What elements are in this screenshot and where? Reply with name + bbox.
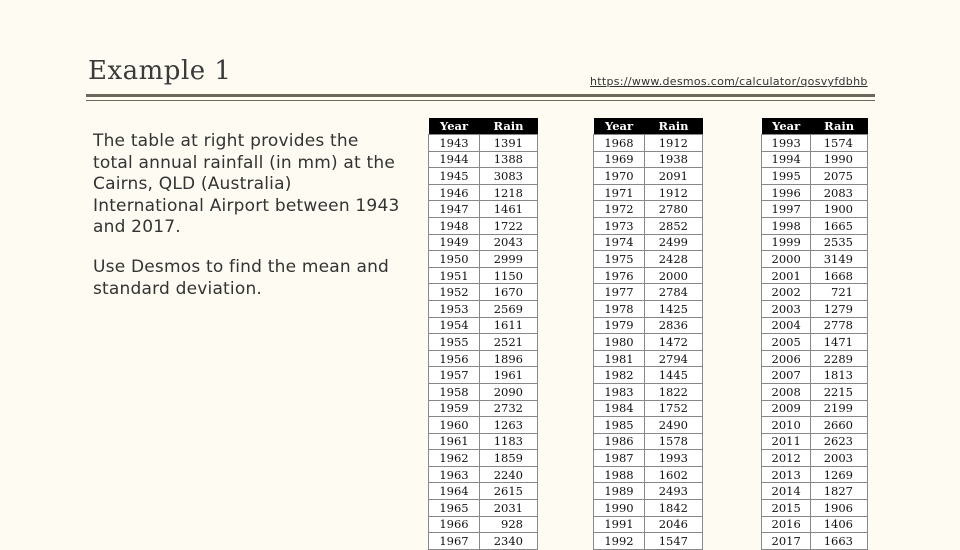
- rain-cell: 3083: [480, 168, 538, 185]
- rain-cell: 2043: [480, 234, 538, 251]
- year-cell: 2004: [762, 317, 811, 334]
- year-cell: 2014: [762, 483, 811, 500]
- rain-cell: 1445: [645, 367, 703, 384]
- year-cell: 1976: [594, 267, 645, 284]
- rain-cell: 1391: [480, 135, 538, 152]
- table-row: [594, 417, 703, 434]
- year-cell: 1953: [429, 300, 480, 317]
- table-row: [429, 466, 538, 483]
- year-cell: 1981: [594, 350, 645, 367]
- rain-cell: 721: [811, 284, 868, 301]
- year-cell: 1972: [594, 201, 645, 218]
- year-cell: 2017: [762, 533, 811, 550]
- year-cell: 1989: [594, 483, 645, 500]
- table-row: [429, 317, 538, 334]
- title-divider-thin: [86, 100, 875, 101]
- rain-cell: 2003: [811, 450, 868, 467]
- rain-cell: 2289: [811, 350, 868, 367]
- table-row: [594, 201, 703, 218]
- table-row: [594, 317, 703, 334]
- rain-cell: 1388: [480, 151, 538, 168]
- table-row: [594, 383, 703, 400]
- year-cell: 2003: [762, 300, 811, 317]
- table-row: [762, 184, 868, 201]
- year-cell: 1963: [429, 466, 480, 483]
- rain-cell: 2075: [811, 168, 868, 185]
- rainfall-table-3: [761, 118, 868, 550]
- title-divider-thick: [86, 94, 875, 97]
- table-row: [762, 300, 868, 317]
- table-row: [762, 151, 868, 168]
- rain-cell: 2784: [645, 284, 703, 301]
- table-row: [429, 184, 538, 201]
- rain-cell: 2340: [480, 533, 538, 550]
- rain-cell: 2493: [645, 483, 703, 500]
- year-cell: 1956: [429, 350, 480, 367]
- year-cell: 2006: [762, 350, 811, 367]
- table-row: [594, 184, 703, 201]
- table-row: [429, 267, 538, 284]
- table-row: [429, 533, 538, 550]
- rain-cell: 1722: [480, 217, 538, 234]
- table-row: [762, 267, 868, 284]
- rain-cell: 2660: [811, 417, 868, 434]
- rain-cell: 2031: [480, 500, 538, 517]
- table-row: [594, 168, 703, 185]
- table-row: [762, 251, 868, 268]
- year-cell: 1952: [429, 284, 480, 301]
- table-row: [762, 450, 868, 467]
- year-cell: 1995: [762, 168, 811, 185]
- table-row: [594, 334, 703, 351]
- rain-cell: 2215: [811, 383, 868, 400]
- rain-cell: 2199: [811, 400, 868, 417]
- rain-cell: 2836: [645, 317, 703, 334]
- year-cell: 1993: [762, 135, 811, 152]
- year-cell: 1994: [762, 151, 811, 168]
- table-row: [429, 300, 538, 317]
- rainfall-table-1: [428, 118, 538, 550]
- rain-cell: 1471: [811, 334, 868, 351]
- table-row: [429, 334, 538, 351]
- year-cell: 2005: [762, 334, 811, 351]
- rain-cell: 1896: [480, 350, 538, 367]
- year-cell: 1980: [594, 334, 645, 351]
- year-header: Year: [429, 118, 480, 135]
- table-row: [762, 516, 868, 533]
- year-cell: 1968: [594, 135, 645, 152]
- rain-cell: 2490: [645, 417, 703, 434]
- table-row: [762, 483, 868, 500]
- rain-cell: 1461: [480, 201, 538, 218]
- desmos-link[interactable]: https://www.desmos.com/calculator/qosvyfdbhb: [590, 75, 868, 88]
- rain-cell: 2046: [645, 516, 703, 533]
- rain-cell: 2623: [811, 433, 868, 450]
- table-row: [762, 466, 868, 483]
- rain-cell: 1663: [811, 533, 868, 550]
- rain-cell: 1990: [811, 151, 868, 168]
- rain-cell: 1611: [480, 317, 538, 334]
- table-row: [762, 400, 868, 417]
- rain-cell: 2000: [645, 267, 703, 284]
- year-cell: 1984: [594, 400, 645, 417]
- year-cell: 1970: [594, 168, 645, 185]
- table-row: [594, 516, 703, 533]
- rain-cell: 1842: [645, 500, 703, 517]
- table-row: [762, 317, 868, 334]
- year-cell: 2000: [762, 251, 811, 268]
- year-cell: 2011: [762, 433, 811, 450]
- year-header: Year: [762, 118, 811, 135]
- rain-cell: 1668: [811, 267, 868, 284]
- description-paragraph: The table at right provides the total annual rainfall (in mm) at the Cairns, QLD (Australia) International Airport between 1943 and 2017.: [93, 131, 400, 237]
- rain-header: Rain: [811, 118, 868, 135]
- year-cell: 1975: [594, 251, 645, 268]
- rain-cell: 2732: [480, 400, 538, 417]
- year-cell: 1964: [429, 483, 480, 500]
- rain-cell: 1578: [645, 433, 703, 450]
- rain-cell: 2521: [480, 334, 538, 351]
- rain-cell: 1822: [645, 383, 703, 400]
- rain-cell: 2569: [480, 300, 538, 317]
- table-row: [762, 201, 868, 218]
- year-cell: 2001: [762, 267, 811, 284]
- rain-cell: 2090: [480, 383, 538, 400]
- year-cell: 1973: [594, 217, 645, 234]
- year-cell: 1971: [594, 184, 645, 201]
- rain-cell: 1938: [645, 151, 703, 168]
- slide-title: Example 1: [88, 56, 232, 86]
- table-row: [429, 217, 538, 234]
- year-cell: 1957: [429, 367, 480, 384]
- table-row: [429, 135, 538, 152]
- year-cell: 1983: [594, 383, 645, 400]
- rain-cell: 2615: [480, 483, 538, 500]
- rain-cell: 1269: [811, 466, 868, 483]
- rain-cell: 1263: [480, 417, 538, 434]
- table-row: [594, 367, 703, 384]
- year-cell: 1962: [429, 450, 480, 467]
- rain-cell: 2091: [645, 168, 703, 185]
- year-cell: 2007: [762, 367, 811, 384]
- table-row: [594, 217, 703, 234]
- year-cell: 1969: [594, 151, 645, 168]
- rain-cell: 1900: [811, 201, 868, 218]
- table-row: [429, 500, 538, 517]
- table-row: [594, 300, 703, 317]
- rain-cell: 1859: [480, 450, 538, 467]
- rain-cell: 2780: [645, 201, 703, 218]
- table-row: [762, 217, 868, 234]
- rain-cell: 1665: [811, 217, 868, 234]
- table-row: [429, 483, 538, 500]
- year-cell: 2010: [762, 417, 811, 434]
- table-row: [594, 234, 703, 251]
- year-cell: 1986: [594, 433, 645, 450]
- rain-cell: 2083: [811, 184, 868, 201]
- table-row: [762, 367, 868, 384]
- year-cell: 1987: [594, 450, 645, 467]
- rain-cell: 1183: [480, 433, 538, 450]
- table-row: [594, 151, 703, 168]
- rain-cell: 1993: [645, 450, 703, 467]
- year-cell: 1985: [594, 417, 645, 434]
- table-row: [594, 533, 703, 550]
- year-cell: 1958: [429, 383, 480, 400]
- rain-cell: 2778: [811, 317, 868, 334]
- year-cell: 1945: [429, 168, 480, 185]
- rain-cell: 1547: [645, 533, 703, 550]
- table-row: [429, 350, 538, 367]
- rain-cell: 2535: [811, 234, 868, 251]
- year-cell: 2009: [762, 400, 811, 417]
- instruction-paragraph: Use Desmos to find the mean and standard deviation.: [93, 257, 390, 299]
- rain-cell: 1574: [811, 135, 868, 152]
- year-cell: 1965: [429, 500, 480, 517]
- rain-cell: 2499: [645, 234, 703, 251]
- year-cell: 1951: [429, 267, 480, 284]
- year-cell: 1955: [429, 334, 480, 351]
- table-row: [762, 168, 868, 185]
- rain-cell: 1150: [480, 267, 538, 284]
- rainfall-table-2: [593, 118, 703, 550]
- table-row: [429, 284, 538, 301]
- rain-cell: 1472: [645, 334, 703, 351]
- table-row: [762, 533, 868, 550]
- rain-cell: 2852: [645, 217, 703, 234]
- year-cell: 1961: [429, 433, 480, 450]
- table-row: [594, 433, 703, 450]
- year-cell: 2016: [762, 516, 811, 533]
- rain-cell: 2999: [480, 251, 538, 268]
- table-row: [594, 350, 703, 367]
- table-row: [594, 466, 703, 483]
- year-cell: 1943: [429, 135, 480, 152]
- year-cell: 1944: [429, 151, 480, 168]
- year-cell: 1992: [594, 533, 645, 550]
- year-cell: 1988: [594, 466, 645, 483]
- year-cell: 1966: [429, 516, 480, 533]
- table-row: [762, 234, 868, 251]
- rain-cell: 2240: [480, 466, 538, 483]
- year-cell: 1979: [594, 317, 645, 334]
- year-cell: 1977: [594, 284, 645, 301]
- rain-cell: 1218: [480, 184, 538, 201]
- rain-cell: 1425: [645, 300, 703, 317]
- rain-cell: 1912: [645, 135, 703, 152]
- table-row: [762, 433, 868, 450]
- rain-cell: 1406: [811, 516, 868, 533]
- rain-cell: 1912: [645, 184, 703, 201]
- table-row: [594, 135, 703, 152]
- year-cell: 1950: [429, 251, 480, 268]
- year-cell: 2008: [762, 383, 811, 400]
- year-cell: 2002: [762, 284, 811, 301]
- table-row: [594, 400, 703, 417]
- table-row: [762, 500, 868, 517]
- table-row: [429, 383, 538, 400]
- rain-cell: 928: [480, 516, 538, 533]
- table-row: [429, 400, 538, 417]
- year-header: Year: [594, 118, 645, 135]
- rain-cell: 1670: [480, 284, 538, 301]
- table-row: [429, 450, 538, 467]
- table-row: [762, 383, 868, 400]
- year-cell: 2012: [762, 450, 811, 467]
- table-row: [594, 284, 703, 301]
- year-cell: 1948: [429, 217, 480, 234]
- rain-cell: 1906: [811, 500, 868, 517]
- table-row: [429, 234, 538, 251]
- rain-cell: 1752: [645, 400, 703, 417]
- year-cell: 2013: [762, 466, 811, 483]
- year-cell: 1960: [429, 417, 480, 434]
- year-cell: 1997: [762, 201, 811, 218]
- year-cell: 1982: [594, 367, 645, 384]
- table-row: [429, 367, 538, 384]
- rain-cell: 1827: [811, 483, 868, 500]
- table-row: [762, 350, 868, 367]
- year-cell: 2015: [762, 500, 811, 517]
- table-row: [429, 251, 538, 268]
- year-cell: 1990: [594, 500, 645, 517]
- rain-cell: 2794: [645, 350, 703, 367]
- table-row: [429, 516, 538, 533]
- rain-cell: 1961: [480, 367, 538, 384]
- table-row: [762, 417, 868, 434]
- table-row: [429, 417, 538, 434]
- year-cell: 1967: [429, 533, 480, 550]
- year-cell: 1949: [429, 234, 480, 251]
- rain-cell: 1602: [645, 466, 703, 483]
- year-cell: 1991: [594, 516, 645, 533]
- year-cell: 1996: [762, 184, 811, 201]
- rain-cell: 1279: [811, 300, 868, 317]
- table-row: [429, 201, 538, 218]
- table-row: [429, 168, 538, 185]
- year-cell: 1999: [762, 234, 811, 251]
- rain-header: Rain: [480, 118, 538, 135]
- table-row: [594, 483, 703, 500]
- table-row: [762, 135, 868, 152]
- year-cell: 1974: [594, 234, 645, 251]
- table-row: [429, 433, 538, 450]
- table-row: [594, 267, 703, 284]
- rain-header: Rain: [645, 118, 703, 135]
- year-cell: 1947: [429, 201, 480, 218]
- rain-cell: 2428: [645, 251, 703, 268]
- year-cell: 1954: [429, 317, 480, 334]
- table-row: [594, 500, 703, 517]
- year-cell: 1998: [762, 217, 811, 234]
- rain-cell: 1813: [811, 367, 868, 384]
- table-row: [762, 334, 868, 351]
- year-cell: 1959: [429, 400, 480, 417]
- table-row: [594, 450, 703, 467]
- table-row: [429, 151, 538, 168]
- rain-cell: 3149: [811, 251, 868, 268]
- year-cell: 1978: [594, 300, 645, 317]
- year-cell: 1946: [429, 184, 480, 201]
- table-row: [594, 251, 703, 268]
- table-row: [762, 284, 868, 301]
